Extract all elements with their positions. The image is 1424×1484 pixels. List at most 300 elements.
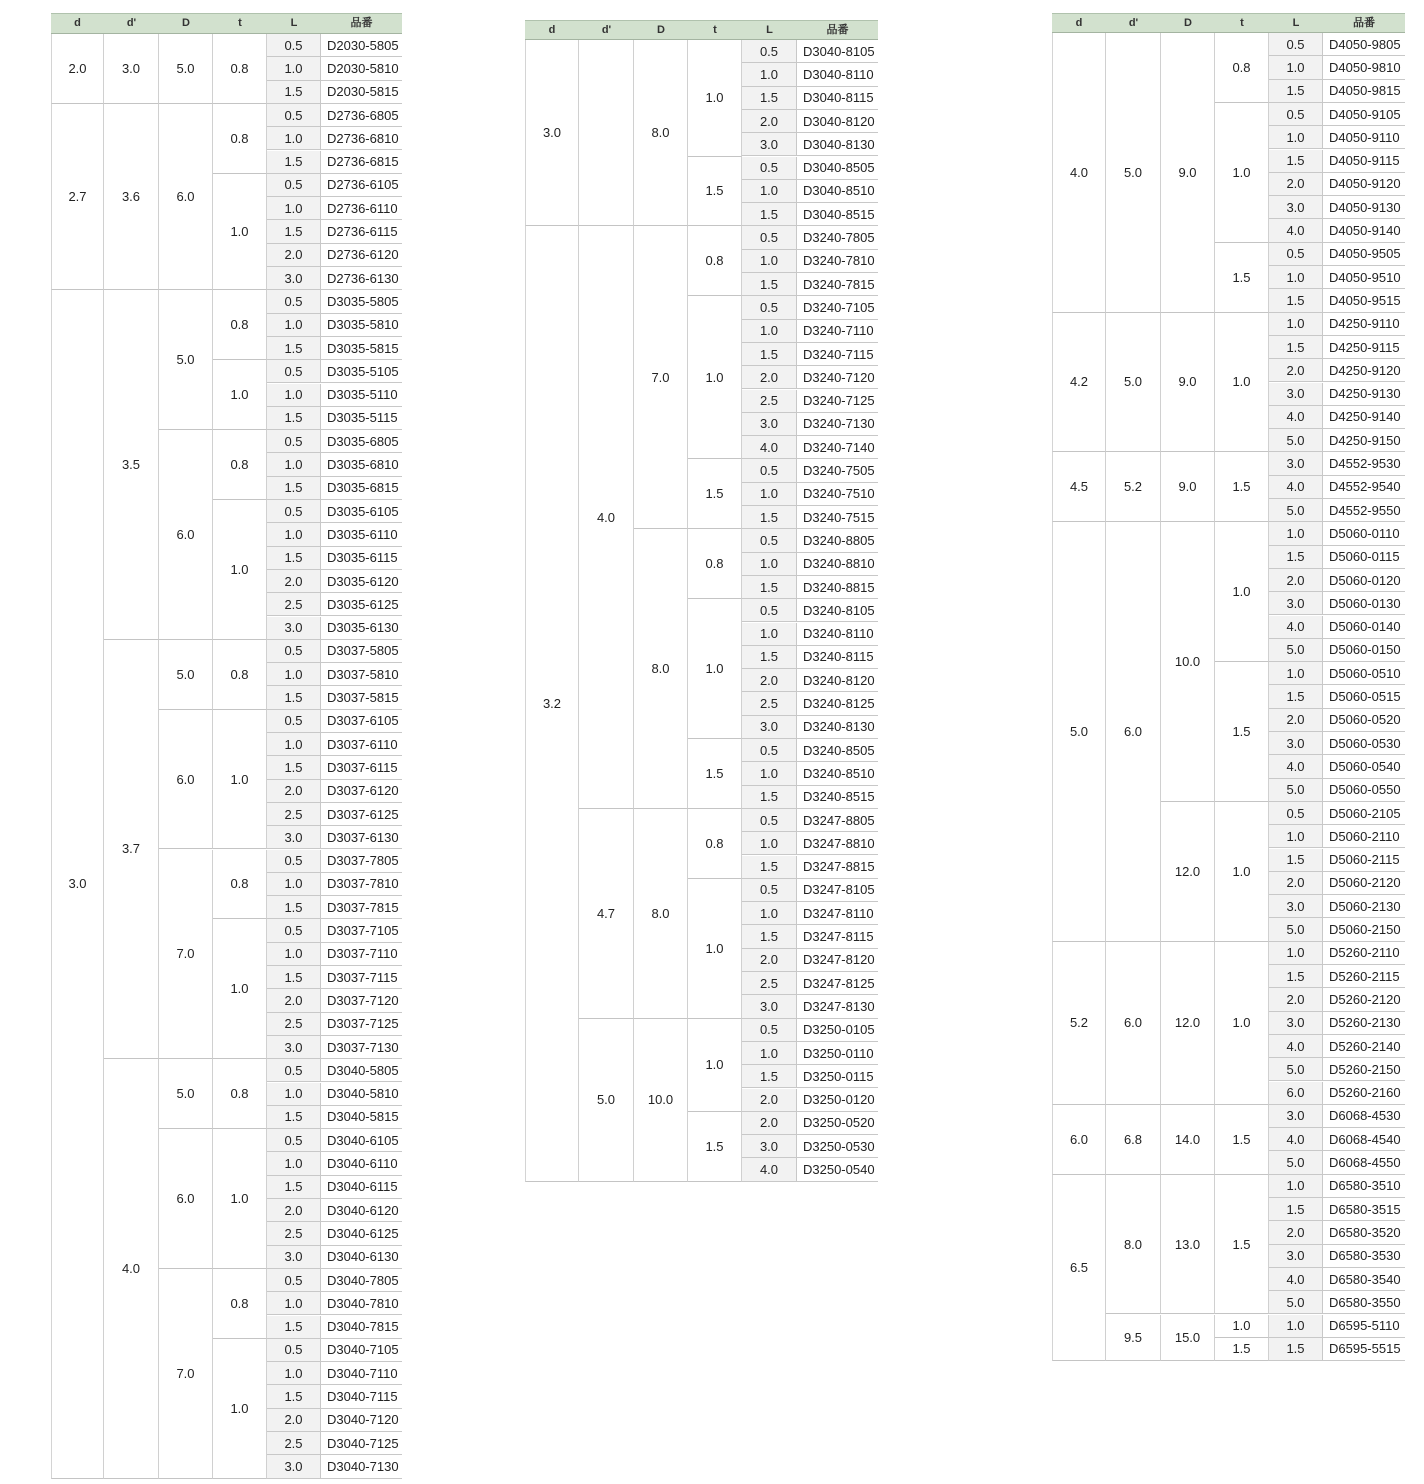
cell-part-number: D3035-6815 (321, 477, 402, 500)
cell-part-number: D3250-0115 (797, 1065, 878, 1088)
cell-D: 13.0 (1161, 1175, 1215, 1315)
cell-L: 0.5 (267, 360, 321, 383)
cell-part-number: D6068-4530 (1323, 1105, 1405, 1128)
cell-L: 5.0 (1269, 779, 1323, 802)
cell-part-number: D3037-5810 (321, 663, 402, 686)
cell-L: 2.5 (267, 1222, 321, 1245)
cell-part-number: D2736-6130 (321, 267, 402, 290)
cell-L: 3.0 (1269, 732, 1323, 755)
cell-L: 2.0 (267, 780, 321, 803)
cell-d-prime: 4.0 (104, 1059, 159, 1478)
cell-part-number: D6068-4540 (1323, 1128, 1405, 1151)
cell-part-number: D3240-7815 (797, 273, 878, 296)
cell-t: 0.8 (213, 1269, 267, 1339)
cell-t: 1.0 (213, 500, 267, 640)
cell-D: 6.0 (159, 1129, 213, 1269)
cell-L: 2.0 (1269, 359, 1323, 382)
cell-part-number: D3035-5110 (321, 384, 402, 407)
cell-D: 15.0 (1161, 1315, 1215, 1362)
cell-part-number: D3037-6110 (321, 733, 402, 756)
cell-part-number: D3040-8120 (797, 110, 878, 133)
cell-L: 1.5 (742, 576, 797, 599)
cell-part-number: D3040-7115 (321, 1385, 402, 1408)
cell-part-number: D3040-7120 (321, 1409, 402, 1432)
cell-L: 1.0 (267, 57, 321, 80)
cell-t: 1.0 (1215, 103, 1269, 243)
cell-L: 1.5 (267, 407, 321, 430)
cell-L: 3.0 (1269, 196, 1323, 219)
cell-L: 3.0 (267, 1246, 321, 1269)
cell-L: 1.5 (267, 756, 321, 779)
cell-L: 1.5 (1269, 1338, 1323, 1361)
cell-D: 10.0 (1161, 522, 1215, 802)
cell-part-number: D3035-5815 (321, 337, 402, 360)
cell-L: 0.5 (742, 529, 797, 552)
cell-L: 1.5 (267, 1316, 321, 1339)
cell-part-number: D3037-7120 (321, 989, 402, 1012)
cell-part-number: D4250-9120 (1323, 359, 1405, 382)
cell-L: 2.0 (742, 949, 797, 972)
cell-L: 3.0 (1269, 1105, 1323, 1128)
cell-d: 5.2 (1052, 942, 1106, 1105)
cell-t: 1.5 (1215, 1105, 1269, 1175)
cell-part-number: D3240-8510 (797, 762, 878, 785)
cell-part-number: D3247-8115 (797, 925, 878, 948)
cell-part-number: D3035-6810 (321, 453, 402, 476)
cell-L: 1.0 (1269, 825, 1323, 848)
cell-part-number: D3037-7815 (321, 896, 402, 919)
cell-L: 3.0 (742, 995, 797, 1018)
cell-part-number: D3240-7110 (797, 320, 878, 343)
cell-part-number: D2736-6120 (321, 244, 402, 267)
cell-part-number: D6068-4550 (1323, 1151, 1405, 1174)
cell-t: 1.0 (213, 360, 267, 430)
cell-L: 1.0 (742, 320, 797, 343)
cell-part-number: D2736-6110 (321, 197, 402, 220)
cell-t: 1.0 (1215, 942, 1269, 1105)
cell-L: 3.0 (267, 826, 321, 849)
cell-L: 0.5 (1269, 33, 1323, 56)
cell-L: 3.0 (1269, 1245, 1323, 1268)
cell-D: 7.0 (159, 850, 213, 1060)
cell-t: 0.8 (213, 34, 267, 104)
cell-part-number: D5060-0130 (1323, 592, 1405, 615)
header-d-prime: d' (104, 13, 159, 34)
cell-part-number: D3240-8110 (797, 623, 878, 646)
cell-t: 1.0 (688, 40, 742, 157)
cell-L: 1.0 (742, 483, 797, 506)
cell-L: 5.0 (1269, 1058, 1323, 1081)
cell-L: 0.5 (742, 1019, 797, 1042)
cell-part-number: D4250-9115 (1323, 336, 1405, 359)
cell-part-number: D3037-7105 (321, 919, 402, 942)
cell-L: 1.5 (742, 343, 797, 366)
cell-L: 2.0 (267, 570, 321, 593)
cell-D: 8.0 (634, 809, 688, 1019)
cell-D: 9.0 (1161, 452, 1215, 522)
cell-L: 1.0 (267, 733, 321, 756)
cell-d: 4.5 (1052, 452, 1106, 522)
cell-part-number: D5260-2140 (1323, 1035, 1405, 1058)
cell-L: 4.0 (1269, 219, 1323, 242)
cell-part-number: D3040-6105 (321, 1129, 402, 1152)
cell-d: 2.0 (51, 34, 104, 104)
cell-L: 1.5 (742, 856, 797, 879)
cell-L: 1.5 (267, 1176, 321, 1199)
cell-part-number: D3040-8130 (797, 133, 878, 156)
cell-part-number: D3240-8515 (797, 786, 878, 809)
cell-part-number: D3040-6110 (321, 1152, 402, 1175)
cell-L: 0.5 (742, 739, 797, 762)
cell-d-prime: 5.0 (579, 1019, 634, 1182)
cell-d: 5.0 (1052, 522, 1106, 941)
cell-part-number: D3040-8510 (797, 180, 878, 203)
cell-t: 1.0 (213, 174, 267, 291)
cell-L: 1.0 (267, 873, 321, 896)
cell-part-number: D6580-3520 (1323, 1221, 1405, 1244)
cell-part-number: D5060-2120 (1323, 872, 1405, 895)
cell-L: 1.0 (742, 63, 797, 86)
cell-L: 1.0 (267, 1362, 321, 1385)
cell-part-number: D4050-9810 (1323, 56, 1405, 79)
cell-part-number: D4050-9115 (1323, 150, 1405, 173)
cell-L: 2.5 (267, 803, 321, 826)
cell-part-number: D3040-8505 (797, 157, 878, 180)
cell-part-number: D3247-8105 (797, 879, 878, 902)
cell-part-number: D3040-7105 (321, 1339, 402, 1362)
cell-D: 5.0 (159, 640, 213, 710)
cell-part-number: D2736-6105 (321, 174, 402, 197)
cell-d-prime: 3.5 (104, 290, 159, 640)
cell-part-number: D3040-6130 (321, 1246, 402, 1269)
cell-L: 3.0 (267, 267, 321, 290)
cell-part-number: D5060-0510 (1323, 662, 1405, 685)
cell-L: 1.5 (742, 925, 797, 948)
cell-L: 1.5 (1269, 150, 1323, 173)
cell-part-number: D3037-7810 (321, 873, 402, 896)
cell-part-number: D5060-0120 (1323, 569, 1405, 592)
cell-t: 0.8 (213, 1059, 267, 1129)
cell-L: 3.0 (1269, 592, 1323, 615)
cell-D: 12.0 (1161, 942, 1215, 1105)
cell-L: 1.0 (267, 453, 321, 476)
cell-part-number: D3035-6130 (321, 617, 402, 640)
cell-L: 1.5 (267, 966, 321, 989)
cell-L: 0.5 (742, 40, 797, 63)
cell-part-number: D3040-5815 (321, 1106, 402, 1129)
cell-t: 1.5 (688, 157, 742, 227)
cell-part-number: D3040-7810 (321, 1292, 402, 1315)
cell-t: 0.8 (213, 290, 267, 360)
cell-part-number: D3240-7120 (797, 366, 878, 389)
cell-part-number: D3035-6115 (321, 547, 402, 570)
cell-part-number: D3240-7130 (797, 413, 878, 436)
cell-part-number: D3040-6115 (321, 1176, 402, 1199)
cell-part-number: D3240-7805 (797, 226, 878, 249)
header-D: D (1161, 13, 1215, 33)
header-L: L (742, 20, 797, 40)
cell-part-number: D3040-5810 (321, 1083, 402, 1106)
cell-L: 4.0 (1269, 1268, 1323, 1291)
cell-L: 4.0 (742, 436, 797, 459)
cell-t: 1.0 (213, 919, 267, 1059)
cell-L: 2.0 (1269, 988, 1323, 1011)
cell-part-number: D3037-6130 (321, 826, 402, 849)
cell-L: 1.0 (742, 250, 797, 273)
cell-part-number: D3037-6115 (321, 756, 402, 779)
cell-L: 3.0 (742, 716, 797, 739)
cell-L: 1.0 (742, 762, 797, 785)
cell-part-number: D2736-6115 (321, 220, 402, 243)
cell-t: 1.0 (1215, 313, 1269, 453)
cell-L: 0.5 (742, 599, 797, 622)
cell-L: 0.5 (267, 34, 321, 57)
cell-part-number: D3240-8115 (797, 646, 878, 669)
cell-L: 2.5 (742, 692, 797, 715)
header-d: d (1052, 13, 1106, 33)
cell-part-number: D3037-7130 (321, 1036, 402, 1059)
cell-D: 8.0 (634, 529, 688, 809)
cell-part-number: D5060-2110 (1323, 825, 1405, 848)
cell-D: 14.0 (1161, 1105, 1215, 1175)
cell-L: 1.0 (742, 902, 797, 925)
header-d-prime: d' (1106, 13, 1161, 33)
cell-part-number: D5260-2160 (1323, 1082, 1405, 1105)
header-d: d (51, 13, 104, 34)
cell-part-number: D3250-0520 (797, 1112, 878, 1135)
cell-part-number: D3037-7125 (321, 1013, 402, 1036)
cell-L: 0.5 (1269, 103, 1323, 126)
cell-part-number: D3240-7140 (797, 436, 878, 459)
cell-L: 1.5 (1269, 1198, 1323, 1221)
cell-part-number: D3240-8505 (797, 739, 878, 762)
cell-part-number: D3247-8805 (797, 809, 878, 832)
cell-part-number: D5060-0110 (1323, 522, 1405, 545)
cell-L: 3.0 (742, 133, 797, 156)
cell-part-number: D3247-8120 (797, 949, 878, 972)
cell-d: 3.2 (525, 226, 579, 1181)
cell-part-number: D3240-8125 (797, 692, 878, 715)
cell-part-number: D3035-6120 (321, 570, 402, 593)
cell-L: 0.5 (267, 1269, 321, 1292)
cell-part-number: D3240-8105 (797, 599, 878, 622)
cell-d-prime: 3.0 (104, 34, 159, 104)
cell-D: 7.0 (634, 226, 688, 529)
header-D: D (634, 20, 688, 40)
cell-part-number: D3040-8105 (797, 40, 878, 63)
cell-L: 1.5 (742, 1065, 797, 1088)
cell-L: 1.5 (1269, 849, 1323, 872)
cell-d-prime: 6.0 (1106, 942, 1161, 1105)
cell-L: 1.5 (267, 477, 321, 500)
cell-part-number: D4050-9505 (1323, 243, 1405, 266)
cell-part-number: D3037-5815 (321, 686, 402, 709)
cell-d-prime: 3.6 (104, 104, 159, 290)
cell-L: 5.0 (1269, 1151, 1323, 1174)
header-t: t (213, 13, 267, 34)
cell-L: 0.5 (267, 850, 321, 873)
cell-part-number: D3240-8120 (797, 669, 878, 692)
cell-L: 2.0 (742, 669, 797, 692)
cell-L: 1.5 (267, 151, 321, 174)
cell-part-number: D3240-8815 (797, 576, 878, 599)
cell-d-prime: 8.0 (1106, 1175, 1161, 1315)
cell-t: 1.5 (1215, 243, 1269, 313)
cell-L: 0.5 (267, 290, 321, 313)
cell-part-number: D3247-8110 (797, 902, 878, 925)
cell-part-number: D5060-2115 (1323, 849, 1405, 872)
cell-d-prime: 5.0 (1106, 33, 1161, 313)
cell-L: 1.0 (742, 832, 797, 855)
cell-L: 0.5 (742, 157, 797, 180)
cell-part-number: D4050-9120 (1323, 173, 1405, 196)
cell-L: 1.5 (1269, 685, 1323, 708)
cell-L: 1.0 (1269, 662, 1323, 685)
cell-L: 2.0 (742, 366, 797, 389)
cell-part-number: D4050-9105 (1323, 103, 1405, 126)
cell-L: 1.5 (267, 337, 321, 360)
cell-L: 0.5 (267, 919, 321, 942)
cell-part-number: D3035-6105 (321, 500, 402, 523)
cell-part-number: D3040-6120 (321, 1199, 402, 1222)
cell-L: 1.0 (267, 663, 321, 686)
header-d: d (525, 20, 579, 40)
cell-L: 2.0 (742, 110, 797, 133)
cell-part-number: D3247-8130 (797, 995, 878, 1018)
cell-d-prime: 4.0 (579, 226, 634, 809)
cell-part-number: D3250-0105 (797, 1019, 878, 1042)
cell-part-number: D4552-9550 (1323, 499, 1405, 522)
cell-L: 3.0 (742, 1135, 797, 1158)
cell-part-number: D3037-6120 (321, 780, 402, 803)
cell-D: 6.0 (159, 710, 213, 850)
cell-part-number: D3240-7810 (797, 250, 878, 273)
cell-L: 1.5 (267, 81, 321, 104)
cell-L: 3.0 (1269, 383, 1323, 406)
cell-L: 1.0 (267, 1083, 321, 1106)
cell-t: 0.8 (213, 430, 267, 500)
cell-part-number: D5260-2115 (1323, 965, 1405, 988)
cell-part-number: D2030-5810 (321, 57, 402, 80)
cell-part-number: D5260-2110 (1323, 942, 1405, 965)
cell-L: 2.0 (267, 1199, 321, 1222)
cell-part-number: D5060-2150 (1323, 918, 1405, 941)
cell-L: 4.0 (1269, 755, 1323, 778)
cell-L: 1.0 (1269, 1315, 1323, 1338)
cell-L: 5.0 (1269, 499, 1323, 522)
cell-L: 1.0 (1269, 313, 1323, 336)
cell-d-prime: 6.8 (1106, 1105, 1161, 1175)
cell-L: 1.0 (742, 623, 797, 646)
cell-part-number: D4050-9805 (1323, 33, 1405, 56)
cell-L: 1.0 (1269, 266, 1323, 289)
cell-part-number: D6580-3530 (1323, 1245, 1405, 1268)
cell-L: 1.0 (267, 943, 321, 966)
cell-part-number: D5060-0520 (1323, 709, 1405, 732)
cell-part-number: D3040-7110 (321, 1362, 402, 1385)
cell-part-number: D6580-3510 (1323, 1175, 1405, 1198)
cell-d: 6.5 (1052, 1175, 1106, 1361)
cell-part-number: D3250-0540 (797, 1158, 878, 1181)
cell-L: 2.5 (267, 1432, 321, 1455)
header-L: L (267, 13, 321, 34)
cell-L: 2.0 (1269, 709, 1323, 732)
cell-part-number: D5060-0530 (1323, 732, 1405, 755)
cell-L: 1.0 (267, 127, 321, 150)
cell-part-number: D5060-0150 (1323, 639, 1405, 662)
cell-L: 0.5 (267, 1129, 321, 1152)
cell-L: 0.5 (267, 174, 321, 197)
cell-part-number: D4050-9815 (1323, 80, 1405, 103)
cell-part-number: D6595-5515 (1323, 1338, 1405, 1361)
cell-L: 1.5 (742, 273, 797, 296)
cell-t: 1.5 (688, 1112, 742, 1182)
cell-d: 6.0 (1052, 1105, 1106, 1175)
cell-L: 1.5 (267, 896, 321, 919)
cell-L: 3.0 (267, 1036, 321, 1059)
cell-part-number: D3040-7125 (321, 1432, 402, 1455)
cell-L: 1.0 (1269, 126, 1323, 149)
cell-L: 0.5 (267, 1059, 321, 1082)
cell-L: 1.0 (742, 553, 797, 576)
cell-part-number: D3247-8815 (797, 856, 878, 879)
cell-L: 0.5 (267, 430, 321, 453)
cell-part-number: D5060-0550 (1323, 779, 1405, 802)
cell-part-number: D5060-0540 (1323, 755, 1405, 778)
cell-part-number: D3037-6105 (321, 710, 402, 733)
cell-part-number: D3040-8115 (797, 87, 878, 110)
cell-part-number: D3040-7815 (321, 1316, 402, 1339)
cell-part-number: D3037-5805 (321, 640, 402, 663)
cell-L: 0.5 (1269, 802, 1323, 825)
cell-part-number: D3247-8125 (797, 972, 878, 995)
cell-part-number: D3040-8515 (797, 203, 878, 226)
cell-part-number: D3037-7115 (321, 966, 402, 989)
cell-L: 0.5 (1269, 243, 1323, 266)
cell-part-number: D3040-6125 (321, 1222, 402, 1245)
cell-t: 1.0 (1215, 1315, 1269, 1338)
cell-d-prime: 9.5 (1106, 1315, 1161, 1362)
cell-part-number: D3040-7805 (321, 1269, 402, 1292)
cell-t: 0.8 (688, 809, 742, 879)
cell-part-number: D3035-5105 (321, 360, 402, 383)
cell-part-number: D6595-5110 (1323, 1315, 1405, 1338)
cell-L: 1.5 (267, 1106, 321, 1129)
cell-t: 1.5 (1215, 452, 1269, 522)
header-D: D (159, 13, 213, 34)
cell-d-prime: 6.0 (1106, 522, 1161, 941)
cell-d-prime: 4.7 (579, 809, 634, 1019)
cell-L: 5.0 (1269, 1291, 1323, 1314)
cell-part-number: D4050-9515 (1323, 289, 1405, 312)
cell-part-number: D3037-7110 (321, 943, 402, 966)
cell-L: 1.5 (742, 646, 797, 669)
cell-L: 0.5 (267, 500, 321, 523)
cell-L: 1.5 (742, 87, 797, 110)
cell-L: 4.0 (1269, 406, 1323, 429)
cell-t: 1.0 (688, 296, 742, 459)
cell-L: 4.0 (1269, 1035, 1323, 1058)
cell-t: 1.0 (688, 1019, 742, 1112)
cell-part-number: D4552-9540 (1323, 476, 1405, 499)
cell-D: 5.0 (159, 1059, 213, 1129)
cell-part-number: D3035-5115 (321, 407, 402, 430)
cell-t: 1.5 (1215, 1175, 1269, 1315)
cell-part-number: D6580-3515 (1323, 1198, 1405, 1221)
cell-d-prime: 5.2 (1106, 452, 1161, 522)
cell-t: 1.0 (1215, 522, 1269, 662)
cell-d-prime: 5.0 (1106, 313, 1161, 453)
